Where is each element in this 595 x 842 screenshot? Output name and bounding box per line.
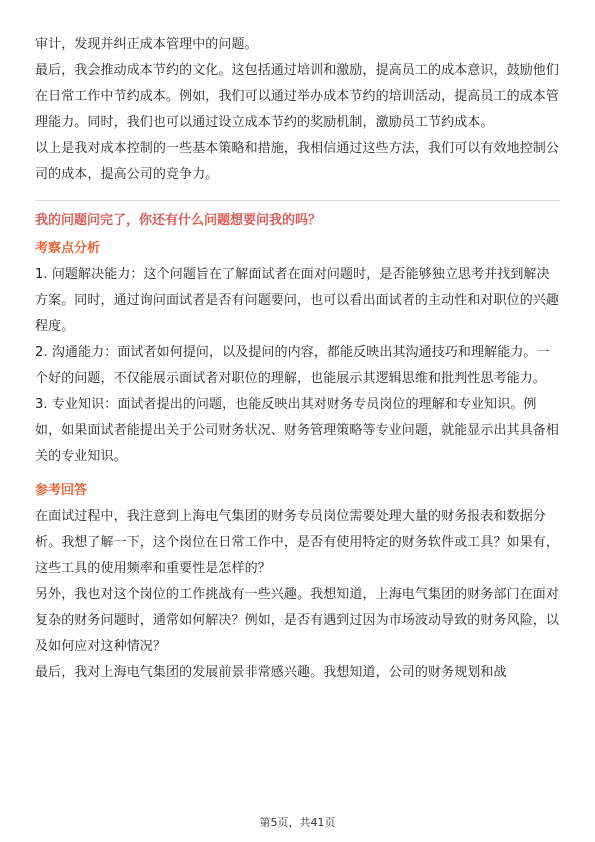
question-heading: 我的问题问完了，你还有什么问题想要问我的吗？ [35,213,322,228]
intro-paragraph-2: 最后，我会推动成本节约的文化。这包括通过培训和激励，提高员工的成本意识，鼓励他们在日常工作中节约成本。例如，我们可以通过举办成本节约的培训活动，提高员工的成本管理能力。同时，我们也可以通过设立成本节约的奖励机制，激励员工节约成本。 [35,63,560,130]
page-content [35,32,560,686]
answer-paragraph-3: 最后，我对上海电气集团的发展前景非常感兴趣。我想知道，公司的财务规划和战 [35,665,507,680]
analysis-item-1: 1. 问题解决能力：这个问题旨在了解面试者在面对问题时，是否能够独立思考并找到解决方案。同时，通过询问面试者是否有问题要问，也可以看出面试者的主动性和对职位的兴趣程度。 [35,267,560,334]
answer-paragraph-2: 另外，我也对这个岗位的工作挑战有一些兴趣。我想知道，上海电气集团的财务部门在面对复杂的财务问题时，通常如何解决？例如，是否有遇到过因为市场波动导致的财务风险，以及如何应对这种情况？ [35,587,560,654]
section-divider [35,200,560,201]
page-number: 第5页，共41页 [259,816,336,829]
intro-paragraph-1: 审计，发现并纠正成本管理中的问题。 [35,37,258,52]
analysis-item-2: 2. 沟通能力：面试者如何提问，以及提问的内容，都能反映出其沟通技巧和理解能力。一个好的问题，不仅能展示面试者对职位的理解，也能展示其逻辑思维和批判性思考能力。 [35,345,550,386]
analysis-title: 考察点分析 [35,241,101,256]
analysis-item-3: 3. 专业知识：面试者提出的问题，也能反映出其对财务专员岗位的理解和专业知识。例如，如果面试者能提出关于公司财务状况、财务管理策略等专业问题，就能显示出其具备相关的专业知识。 [35,397,560,464]
intro-paragraph-3: 以上是我对成本控制的一些基本策略和措施，我相信通过这些方法，我们可以有效地控制公司的成本，提高公司的竞争力。 [35,141,560,182]
spacer [35,470,560,480]
answer-title: 参考回答 [35,483,88,498]
answer-paragraph-1: 在面试过程中，我注意到上海电气集团的财务专员岗位需要处理大量的财务报表和数据分析。我想了解一下，这个岗位在日常工作中，是否有使用特定的财务软件或工具？如果有，这些工具的使用频率和重要性是怎样的？ [35,509,560,576]
